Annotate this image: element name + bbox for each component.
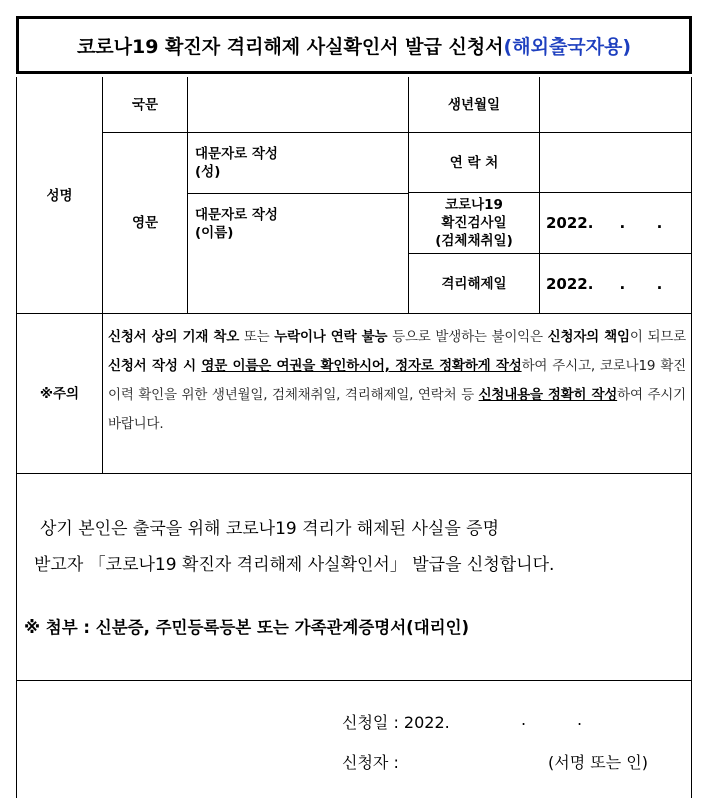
statement-line-2: 받고자 「코로나19 확진자 격리해제 사실확인서」 발급을 신청합니다. <box>34 555 555 575</box>
title-main: 코로나19 확진자 격리해제 사실확인서 발급 신청서 <box>76 35 504 58</box>
notice-s10: 신청내용을 정확히 작성 <box>478 387 618 403</box>
notice-s2: 또는 <box>239 329 275 345</box>
attachment-note: ※ 첨부 : 신분증, 주민등록등본 또는 가족관계증명서(대리인) <box>24 618 470 637</box>
surname-hint-2: (성) <box>195 164 221 180</box>
release-date-value[interactable]: 2022. . . <box>546 274 663 293</box>
test-date-value[interactable]: 2022. . . <box>546 214 663 232</box>
contact-field[interactable] <box>540 133 692 192</box>
rule-h-7 <box>16 680 692 681</box>
name-label: 성명 <box>46 187 73 204</box>
applicant-label: 신청자 : <box>342 753 399 772</box>
test-label-3: (검체채취일) <box>435 233 513 249</box>
birth-label: 생년월일 <box>447 97 501 113</box>
birth-field[interactable] <box>540 78 692 132</box>
test-date-label <box>409 193 539 253</box>
test-label-2: 확진검사일 <box>441 215 507 231</box>
notice-s1: 신청서 상의 기재 착오 <box>108 329 240 345</box>
rule-h-6 <box>16 473 692 474</box>
given-hint-2: (이름) <box>195 225 234 241</box>
signature-hint[interactable]: (서명 또는 인) <box>548 753 648 772</box>
notice-s5: 신청자의 책임 <box>547 329 630 345</box>
statement-line-1: 상기 본인은 출국을 위해 코로나19 격리가 해제된 사실을 증명 <box>40 519 499 539</box>
given-hint-1: 대문자로 작성 <box>195 207 278 223</box>
notice-label: ※주의 <box>39 385 80 402</box>
test-label-1: 코로나19 <box>445 197 503 213</box>
notice-s11: 하여 주시기 바랍니다. <box>108 387 686 432</box>
surname-hint-1: 대문자로 작성 <box>195 146 278 162</box>
notice-s7: 신청서 작성 시 <box>108 358 202 374</box>
given-name-field[interactable] <box>195 194 405 254</box>
korean-label: 국문 <box>131 97 159 113</box>
application-date-label: 신청일 : 2022. <box>342 713 450 732</box>
notice-s6: 이 되므로 <box>629 329 686 345</box>
release-date-label: 격리해제일 <box>441 275 507 292</box>
notice-s4: 등으로 발생하는 불이익은 <box>387 329 548 345</box>
korean-name-field[interactable] <box>188 78 408 132</box>
notice-text <box>108 323 686 439</box>
rule-h-5 <box>16 313 692 314</box>
notice-s8: 영문 이름은 여권을 확인하시어, 정자로 정확하게 작성 <box>201 358 522 374</box>
english-label: 영문 <box>131 215 159 231</box>
surname-field[interactable] <box>195 133 405 193</box>
notice-s9: 하여 주시고, 코로나19 확진 이력 확인을 위한 생년월일, 검체채취일, 격리해제일, 연락처 등 <box>108 358 686 403</box>
notice-s3: 누락이나 연락 불능 <box>274 329 388 345</box>
title-accent: (해외출국자용) <box>503 35 632 58</box>
form-title <box>16 16 692 74</box>
contact-label: 연 락 처 <box>449 154 499 171</box>
application-date-dots[interactable]: . . <box>521 710 583 729</box>
